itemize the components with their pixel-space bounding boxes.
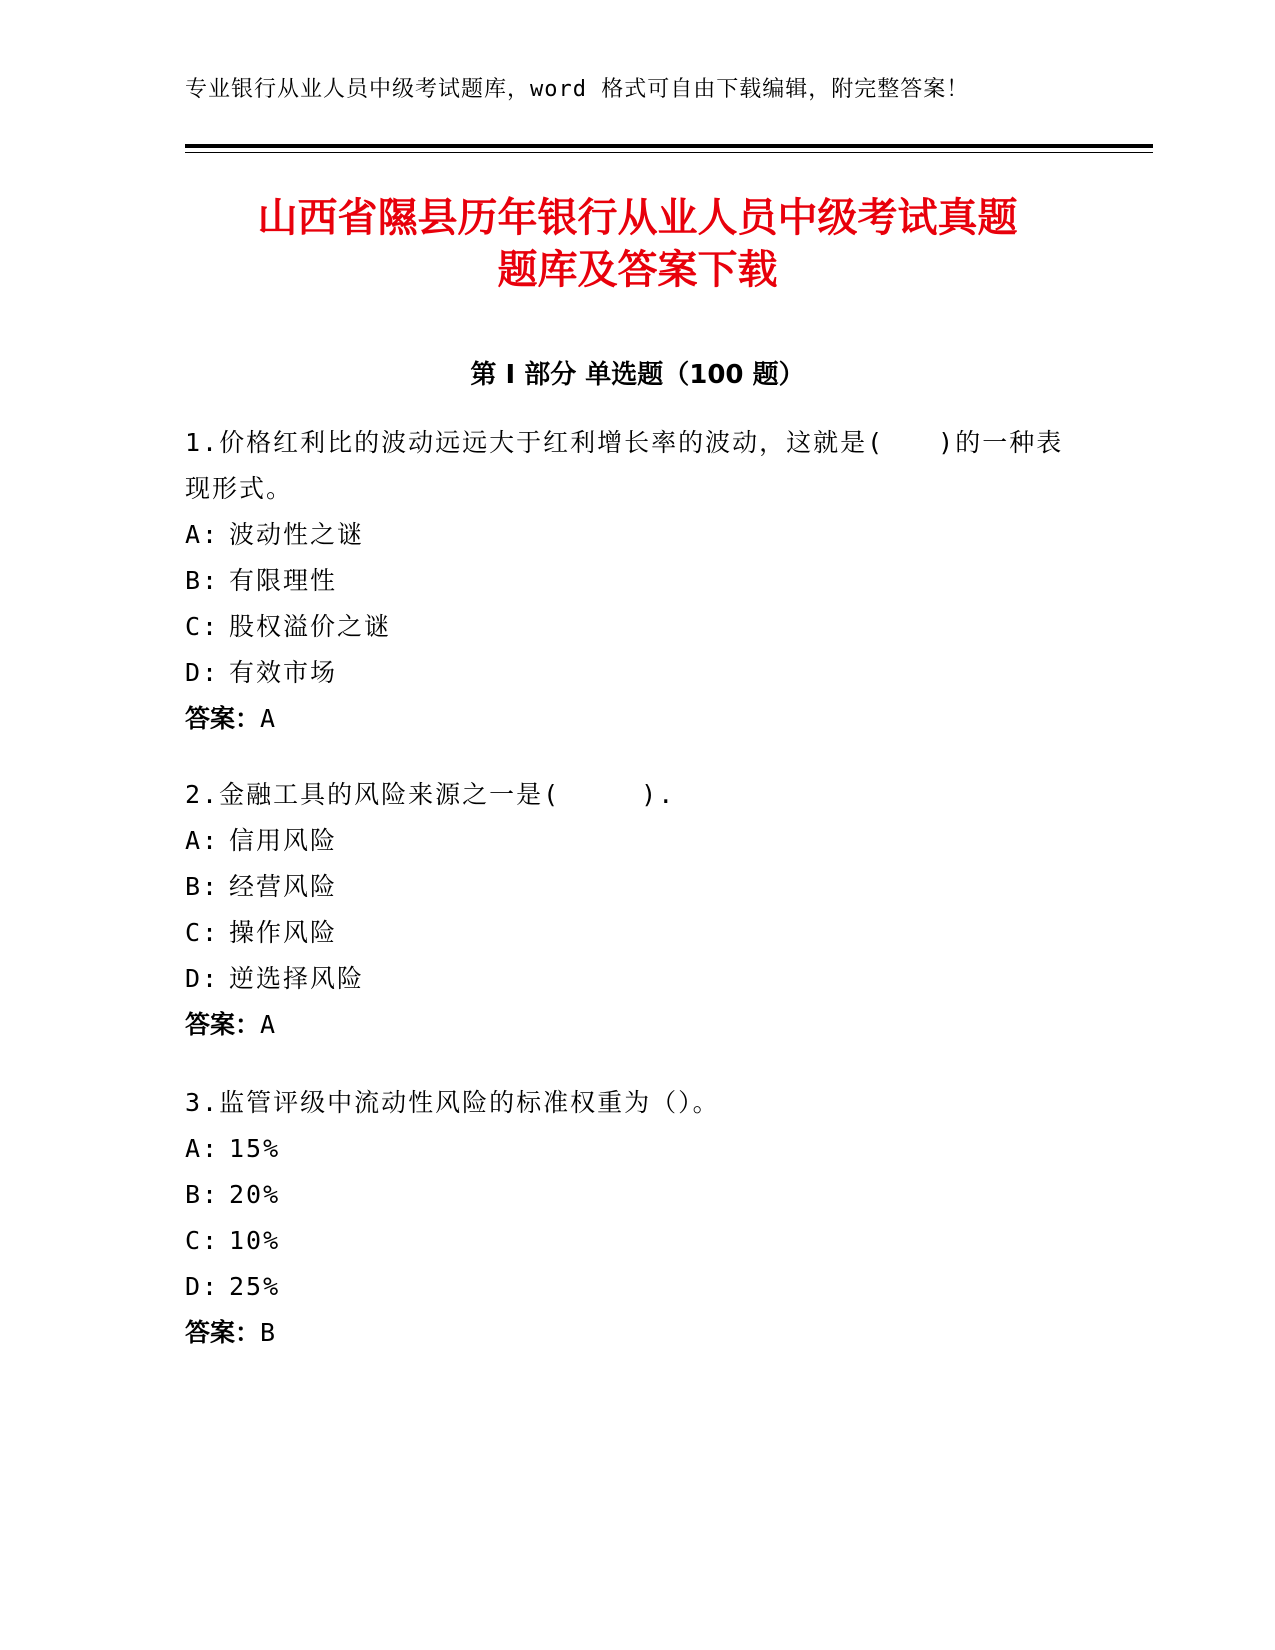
option-a [185, 1126, 1065, 1172]
option-text: 操作风险 [229, 918, 338, 947]
answer-line [185, 696, 1065, 742]
answer-line [185, 1310, 1065, 1356]
option-key: C: [185, 612, 220, 641]
option-key: D: [185, 658, 220, 687]
question-stem: 2.金融工具的风险来源之一是( ). [185, 780, 676, 809]
header-divider-thin [185, 152, 1153, 153]
document-title [185, 192, 1090, 296]
section-heading: 第 I 部分 单选题（100 题） [470, 360, 805, 390]
answer-value: B [260, 1318, 276, 1347]
header-divider-thick [185, 144, 1153, 148]
option-key: B: [185, 1180, 220, 1209]
option-text: 经营风险 [229, 872, 338, 901]
option-c [185, 1218, 1065, 1264]
option-text: 20% [229, 1180, 281, 1209]
question-stem: 1.价格红利比的波动远远大于红利增长率的波动，这就是( )的一种表现形式。 [185, 428, 1064, 503]
answer-value: A [260, 1010, 276, 1039]
header-note: 专业银行从业人员中级考试题库，word 格式可自由下载编辑，附完整答案！ [185, 77, 970, 102]
option-b [185, 558, 1065, 604]
title-line-2: 题库及答案下载 [497, 247, 778, 293]
option-text: 信用风险 [229, 826, 338, 855]
option-c [185, 910, 1065, 956]
title-line-1: 山西省隰县历年银行从业人员中级考试真题 [257, 195, 1018, 241]
question-stem: 3.监管评级中流动性风险的标准权重为（）。 [185, 1088, 720, 1117]
option-b [185, 864, 1065, 910]
option-key: D: [185, 1272, 220, 1301]
option-text: 有效市场 [229, 658, 338, 687]
option-d [185, 1264, 1065, 1310]
option-key: C: [185, 918, 220, 947]
option-a [185, 818, 1065, 864]
option-b [185, 1172, 1065, 1218]
answer-value: A [260, 704, 276, 733]
option-text: 股权溢价之谜 [229, 612, 392, 641]
answer-line [185, 1002, 1065, 1048]
question-3 [185, 1080, 1065, 1356]
option-d [185, 650, 1065, 696]
option-key: A: [185, 1134, 220, 1163]
answer-label: 答案： [185, 704, 261, 733]
answer-label: 答案： [185, 1318, 261, 1347]
option-a [185, 512, 1065, 558]
option-key: B: [185, 872, 220, 901]
option-key: A: [185, 520, 220, 549]
option-key: B: [185, 566, 220, 595]
option-d [185, 956, 1065, 1002]
option-text: 25% [229, 1272, 281, 1301]
option-key: D: [185, 964, 220, 993]
option-text: 有限理性 [229, 566, 338, 595]
answer-label: 答案： [185, 1010, 261, 1039]
option-text: 逆选择风险 [229, 964, 365, 993]
question-2 [185, 772, 1065, 1048]
option-key: A: [185, 826, 220, 855]
option-key: C: [185, 1226, 220, 1255]
option-text: 波动性之谜 [229, 520, 365, 549]
option-text: 15% [229, 1134, 281, 1163]
question-1 [185, 420, 1065, 742]
option-text: 10% [229, 1226, 281, 1255]
option-c [185, 604, 1065, 650]
